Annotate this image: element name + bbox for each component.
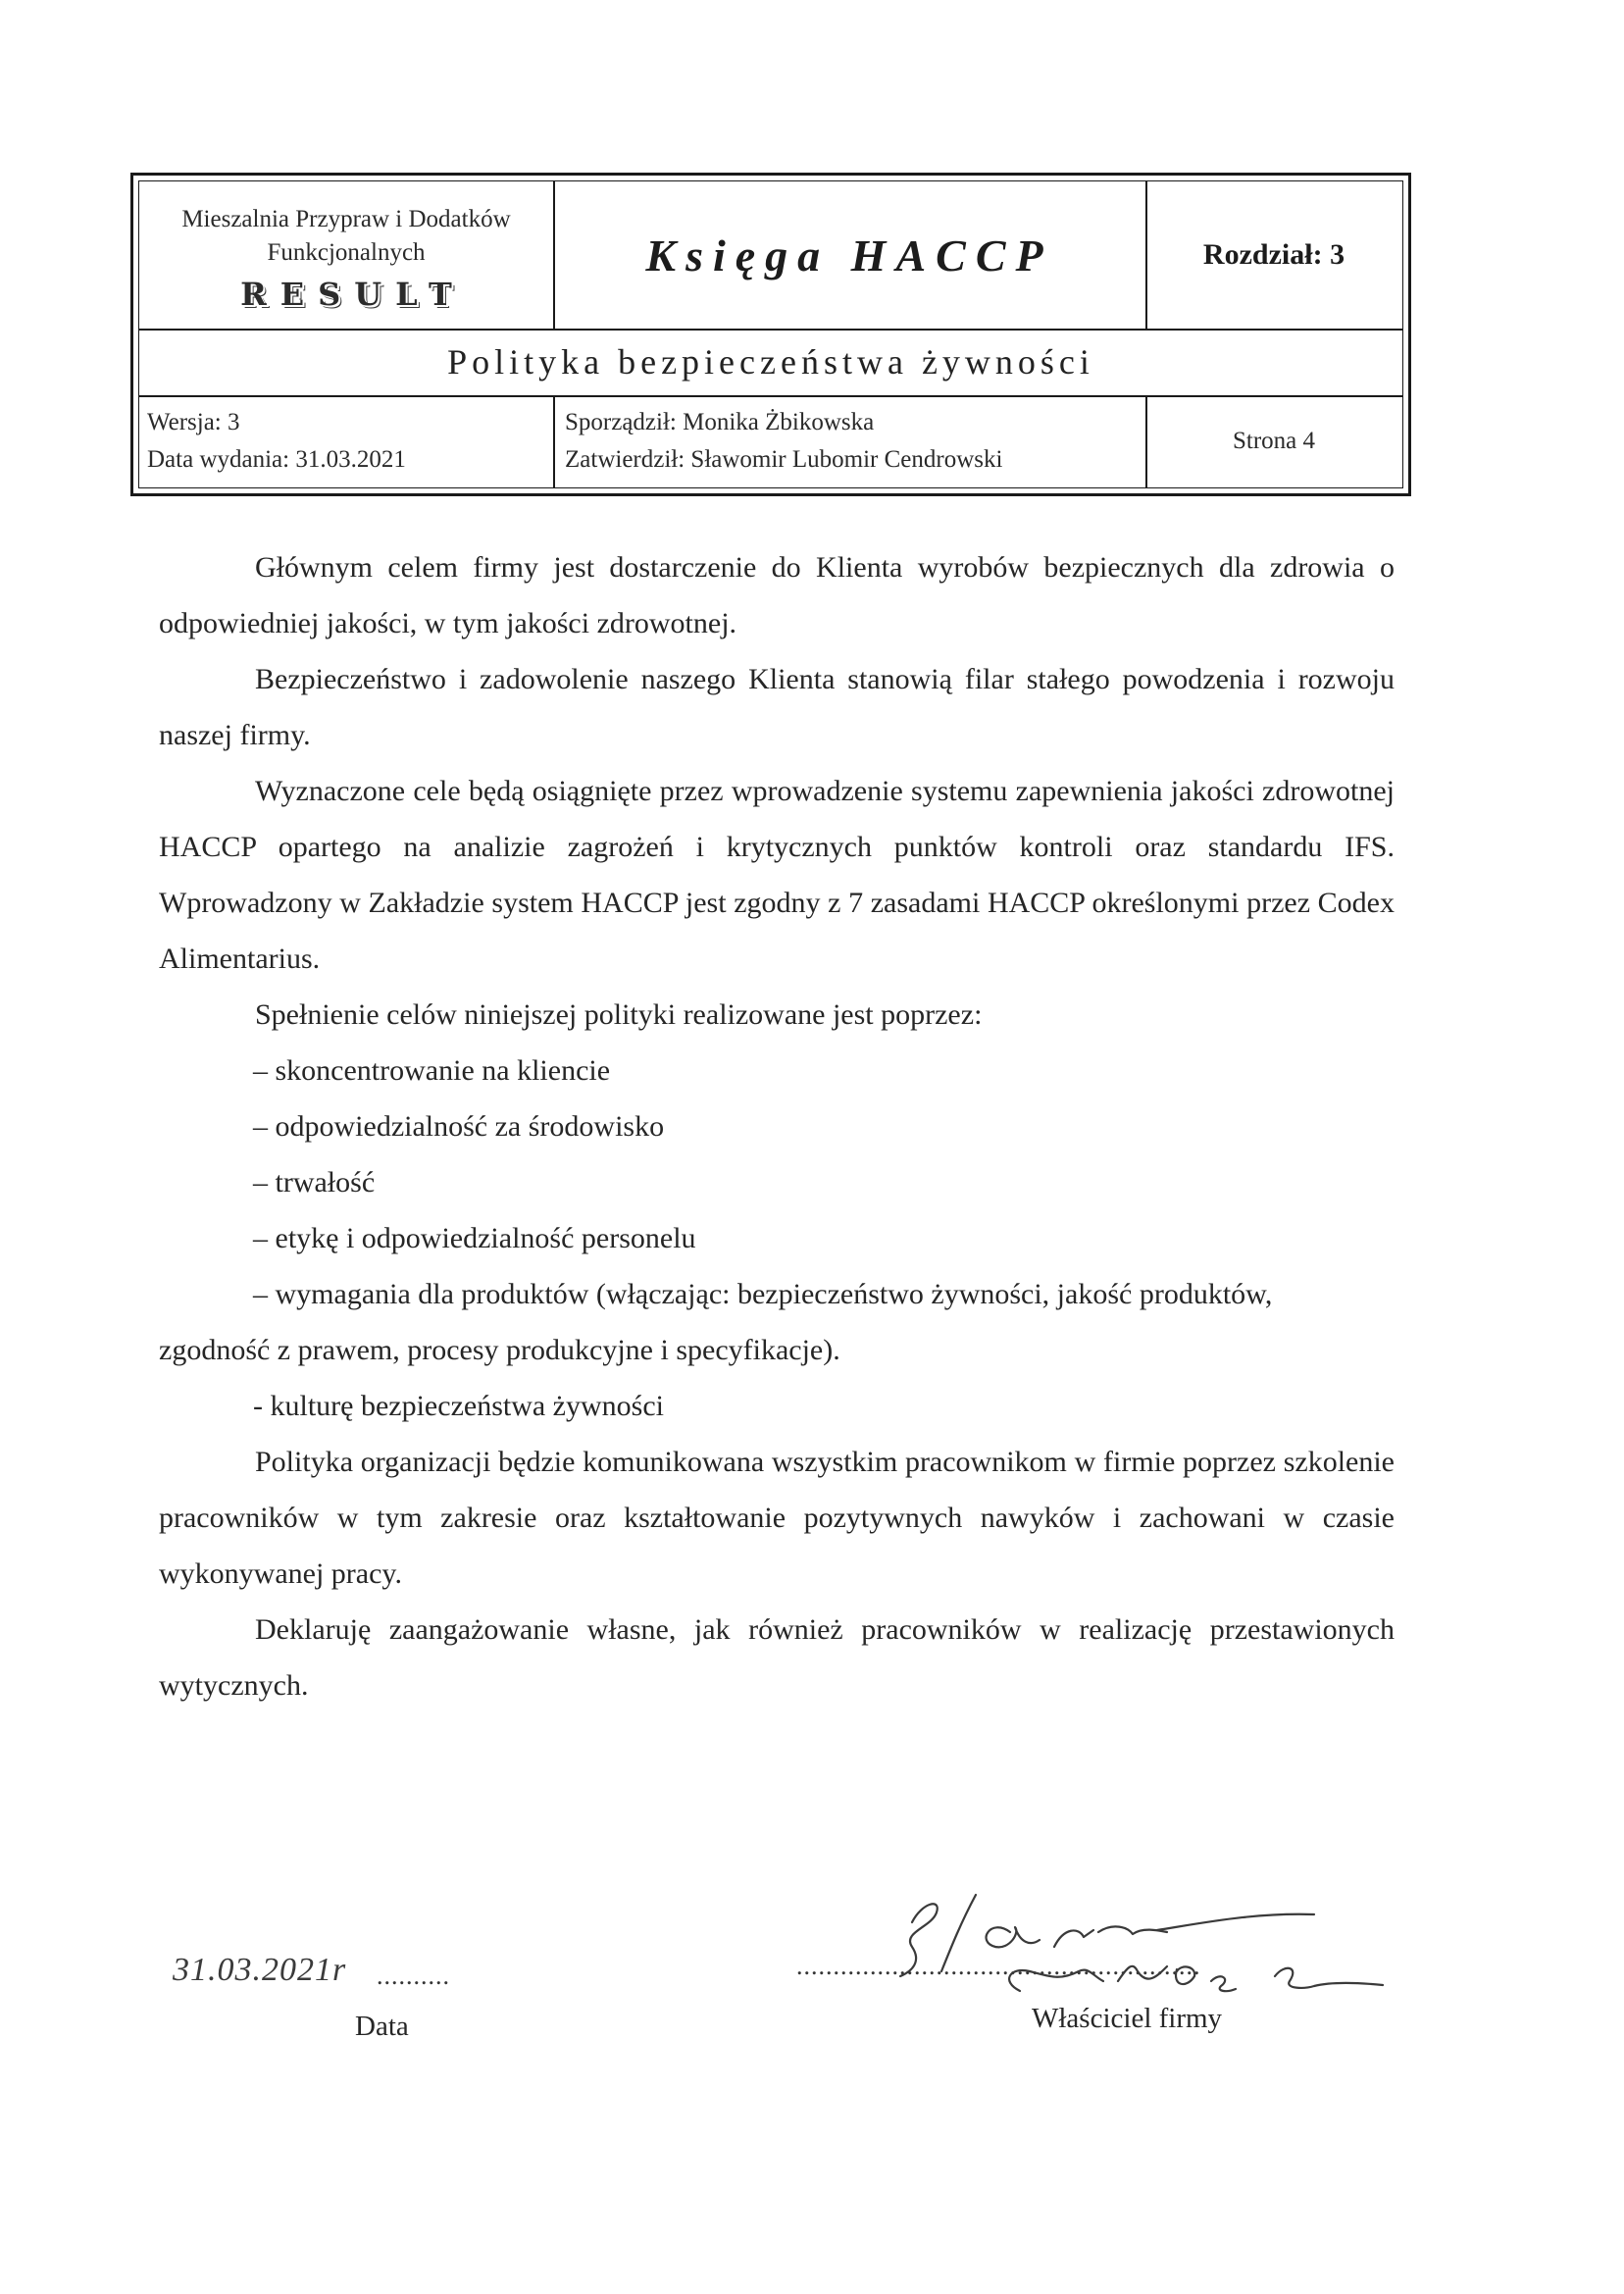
document-header-table bbox=[130, 173, 1411, 496]
paragraph-safety bbox=[159, 651, 1395, 763]
prepared-by-text: Sporządził: Monika Żbikowska bbox=[565, 409, 875, 435]
list-item-continuation: zgodność z prawem, procesy produkcyjne i specyfikacje). bbox=[159, 1334, 840, 1366]
date-dotted-line: .......... bbox=[377, 1962, 450, 1990]
chapter-number: Rozdział: 3 bbox=[1202, 238, 1345, 271]
header-row-top bbox=[139, 181, 1402, 331]
page-number: Strona 4 bbox=[1232, 428, 1316, 454]
owner-signature bbox=[883, 1873, 1491, 2011]
owner-dotted-line: ....................................................... bbox=[796, 1952, 1201, 1980]
list-item: – odpowiedzialność za środowisko bbox=[253, 1110, 665, 1143]
company-cell bbox=[139, 181, 555, 329]
date-label: Data bbox=[355, 2011, 409, 2042]
approved-by-text: Zatwierdził: Sławomir Lubomir Cendrowski bbox=[565, 446, 1003, 473]
issue-date-text: Data wydania: 31.03.2021 bbox=[147, 446, 406, 473]
version-text: Wersja: 3 bbox=[147, 409, 240, 435]
authors-cell bbox=[553, 395, 1147, 487]
company-logo: RESULT bbox=[240, 276, 466, 313]
policy-title: Polityka bezpieczeństwa żywności bbox=[447, 342, 1094, 382]
version-cell bbox=[139, 395, 555, 487]
paragraph-haccp-text: Wyznaczone cele będą osiągnięte przez wprowadzenie systemu zapewnienia jakości zdrowotnej HACCP opartego na analizie zagrożeń i krytycznych punktów kontroli oraz standardu IFS. Wprowadzony w Zakładzie system HACCP jest zgodny z 7 zasadami HACCP określonymi przez Codex Alimentarius. bbox=[159, 775, 1395, 975]
paragraph-goal bbox=[159, 539, 1395, 651]
list-item: - kulturę bezpieczeństwa żywności bbox=[253, 1390, 664, 1422]
paragraph-means-text: Spełnienie celów niniejszej polityki realizowane jest poprzez: bbox=[255, 998, 983, 1031]
company-name-line2: Funkcjonalnych bbox=[267, 239, 426, 266]
paragraph-declaration bbox=[159, 1602, 1395, 1713]
owner-label: Właściciel firmy bbox=[1032, 2003, 1223, 2034]
list-item: – skoncentrowanie na kliencie bbox=[253, 1054, 611, 1087]
header-row-meta bbox=[139, 395, 1402, 487]
company-name-line1: Mieszalnia Przypraw i Dodatków bbox=[181, 206, 511, 232]
paragraph-safety-text: Bezpieczeństwo i zadowolenie naszego Klienta stanowią filar stałego powodzenia i rozwoju naszej firmy. bbox=[159, 663, 1395, 751]
paragraph-means bbox=[159, 987, 1395, 1043]
page-cell bbox=[1145, 395, 1402, 487]
handwritten-date: 31.03.2021r bbox=[173, 1952, 347, 1988]
list-item: – trwałość bbox=[253, 1166, 376, 1198]
paragraph-haccp bbox=[159, 763, 1395, 987]
paragraph-communication bbox=[159, 1434, 1395, 1602]
paragraph-declaration-text: Deklaruję zaangażowanie własne, jak również pracowników w realizację przestawionych wytycznych. bbox=[159, 1613, 1395, 1702]
header-row-policy bbox=[139, 329, 1402, 397]
book-title-cell bbox=[553, 181, 1147, 329]
paragraph-goal-text: Głównym celem firmy jest dostarczenie do Klienta wyrobów bezpiecznych dla zdrowia o odpowiedniej jakości, w tym jakości zdrowotnej. bbox=[159, 551, 1395, 639]
book-title: Księga HACCP bbox=[645, 229, 1053, 280]
header-inner-frame bbox=[138, 180, 1403, 488]
list-item: – etykę i odpowiedzialność personelu bbox=[253, 1222, 696, 1254]
chapter-cell bbox=[1145, 181, 1402, 329]
list-item: – wymagania dla produktów (włączając: bezpieczeństwo żywności, jakość produktów, bbox=[253, 1278, 1273, 1310]
paragraph-communication-text: Polityka organizacji będzie komunikowana wszystkim pracownikom w firmie poprzez szkolenie pracowników w tym zakresie oraz kształtowanie pozytywnych nawyków i zachowani w czasie wykonywanej pracy. bbox=[159, 1446, 1395, 1590]
